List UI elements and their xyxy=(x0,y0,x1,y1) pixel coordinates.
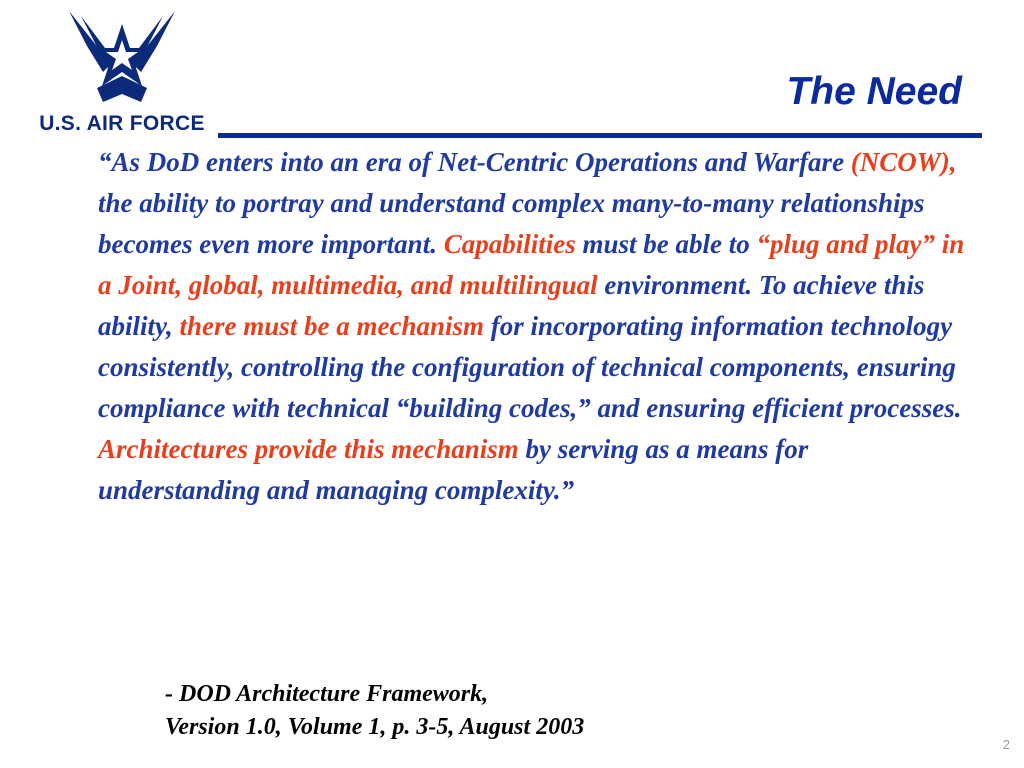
quote-segment: by serving as a means for understanding and managing complexity.” xyxy=(98,434,809,505)
slide-title: The Need xyxy=(786,70,962,113)
logo-wordmark: U.S. AIR FORCE xyxy=(39,112,205,135)
attribution-line-1: - DOD Architecture Framework, xyxy=(165,681,489,707)
quote-segment: “As DoD enters into an era of Net-Centric Operations and Warfare xyxy=(98,147,851,177)
quote-highlight: “plug and play” in a Joint, global, multimedia, and multilingual xyxy=(98,229,965,300)
air-force-logo xyxy=(22,6,222,136)
quote-segment: must be able to xyxy=(575,229,757,259)
quote-highlight: (NCOW), xyxy=(850,147,957,177)
quote-highlight: Capabilities xyxy=(443,229,576,259)
quote-segment: environment. To achieve this ability, xyxy=(98,270,925,341)
quote-segment: the ability to portray and understand complex many-to-many relationships becomes even more important. xyxy=(98,188,925,259)
quote-highlight: Architectures provide this mechanism xyxy=(98,434,519,464)
quote-segment: for incorporating information technology consistently, controlling the configuration of technical components, ensuring compliance with technical “building codes,” and ensuring efficient processes. xyxy=(98,311,962,423)
attribution xyxy=(165,678,584,744)
air-force-symbol-icon xyxy=(67,6,177,106)
quote-highlight: there must be a mechanism xyxy=(179,311,485,341)
slide-number: 2 xyxy=(1002,737,1010,752)
attribution-line-2: Version 1.0, Volume 1, p. 3-5, August 2003 xyxy=(165,714,585,740)
title-divider xyxy=(218,133,982,138)
quote-text xyxy=(98,142,968,511)
